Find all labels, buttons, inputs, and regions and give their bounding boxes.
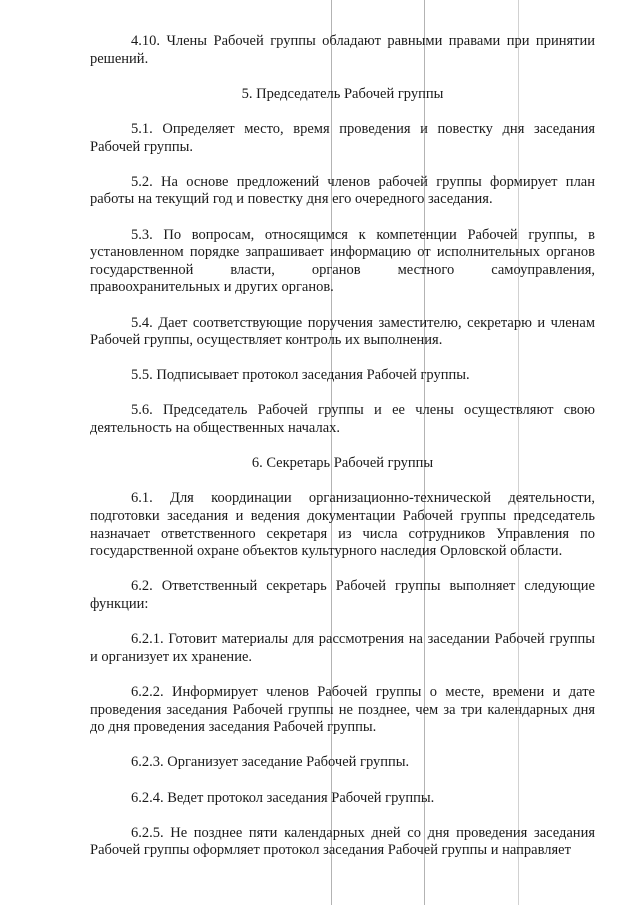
paragraph-6-2-1: 6.2.1. Готовит материалы для рассмотрения на заседании Рабочей группы и организует их хранение. (90, 631, 595, 665)
section-heading-6: 6. Секретарь Рабочей группы (251, 455, 434, 472)
paragraph-6-2-4: 6.2.4. Ведет протокол заседания Рабочей группы. (131, 789, 435, 806)
paragraph-6-2: 6.2. Ответственный секретарь Рабочей группы выполняет следующие функции: (90, 578, 595, 612)
paragraph-6-2-3: 6.2.3. Организует заседание Рабочей группы. (131, 754, 410, 771)
paragraph-5-3: 5.3. По вопросам, относящимся к компетенции Рабочей группы, в установленном порядке запрашивает информацию от исполнительных органов государственной власти, органов местного самоуправления, правоохранительных и других органов. (90, 226, 595, 296)
paragraph-6-2-2: 6.2.2. Информирует членов Рабочей группы о месте, времени и дате проведения заседания Рабочей группы не позднее, чем за три календарных дня до дня проведения заседания Рабочей группы. (90, 683, 595, 736)
paragraph-4-10: 4.10. Члены Рабочей группы обладают равными правами при принятии решений. (90, 33, 595, 67)
paragraph-5-6: 5.6. Председатель Рабочей группы и ее члены осуществляют свою деятельность на общественных началах. (90, 402, 595, 437)
paragraph-6-1: 6.1. Для координации организационно-технической деятельности, подготовки заседания и ведения документации Рабочей группы председатель назначает ответственного секретаря из числа сотрудников Управления по государственной охране объектов культурного наследия Орловской области. (90, 490, 595, 560)
paragraph-5-4: 5.4. Дает соответствующие поручения заместителю, секретарю и членам Рабочей группы, осуществляет контроль их выполнения. (90, 314, 595, 349)
document-body (90, 33, 595, 860)
paragraph-5-2: 5.2. На основе предложений членов рабочей группы формирует план работы на текущий год и повестку дня его очередного заседания. (90, 173, 595, 208)
paragraph-6-2-5: 6.2.5. Не позднее пяти календарных дней со дня проведения заседания Рабочей группы оформляет протокол заседания Рабочей группы и направляет (90, 824, 595, 859)
section-heading-5: 5. Председатель Рабочей группы (241, 85, 444, 102)
paragraph-5-5: 5.5. Подписывает протокол заседания Рабочей группы. (131, 367, 470, 384)
paragraph-5-1: 5.1. Определяет место, время проведения и повестку дня заседания Рабочей группы. (90, 120, 595, 155)
